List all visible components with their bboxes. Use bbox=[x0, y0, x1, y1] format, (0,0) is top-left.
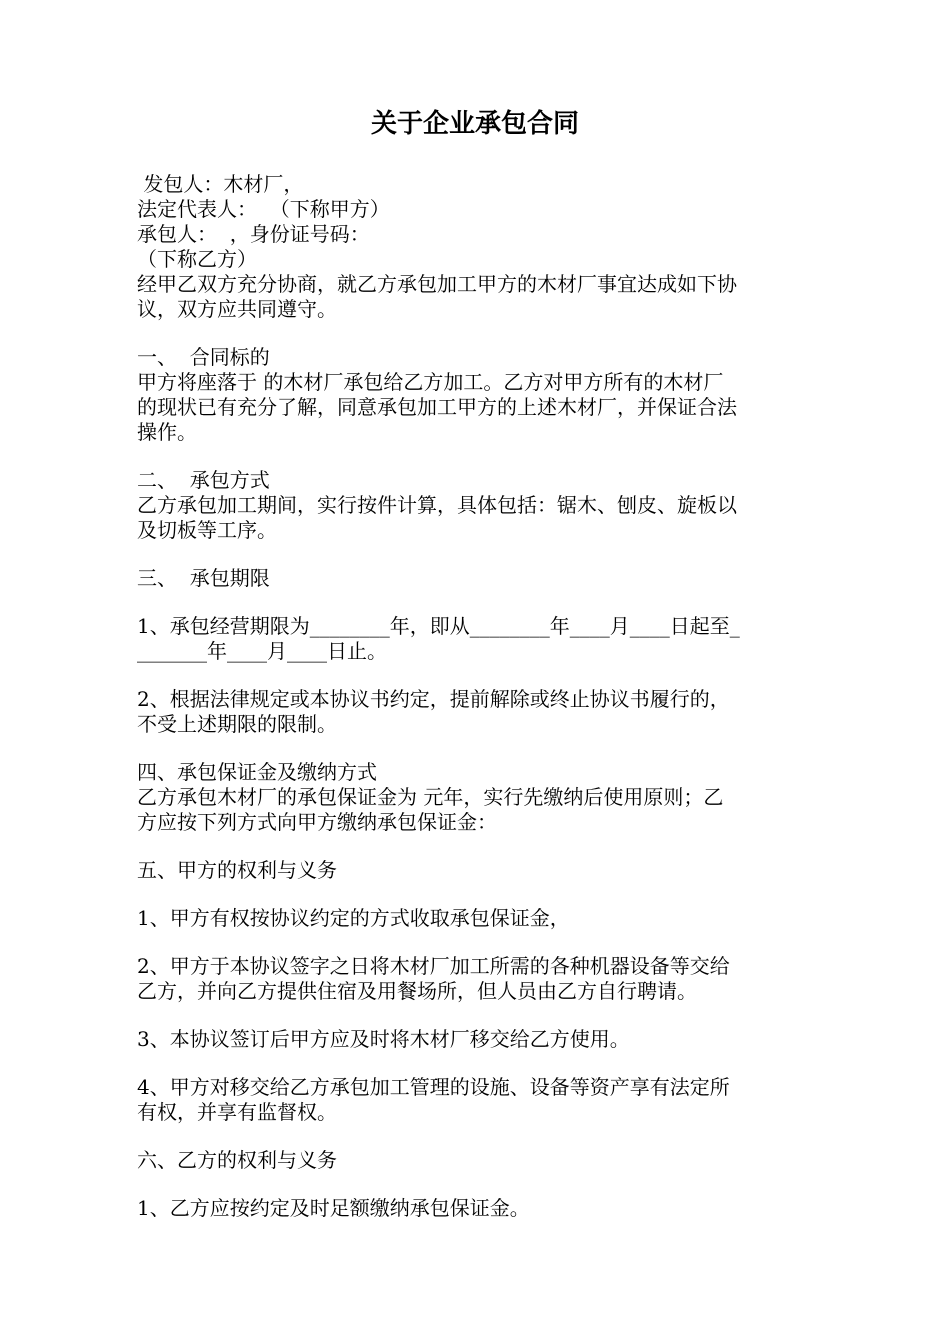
text-line: 五、甲方的权利与义务 bbox=[137, 858, 337, 882]
text-line: 及切板等工序。 bbox=[137, 518, 277, 542]
text-line: 的现状已有充分了解，同意承包加工甲方的上述木材厂，并保证合法 bbox=[137, 395, 737, 419]
paragraph-gap bbox=[137, 322, 817, 345]
text-line: 有权，并享有监督权。 bbox=[137, 1100, 337, 1124]
text-line: 四、承包保证金及缴纳方式 bbox=[137, 760, 377, 784]
paragraph-gap bbox=[137, 543, 817, 566]
text-line: 1、乙方应按约定及时足额缴纳承包保证金。 bbox=[137, 1196, 530, 1220]
text-line: 操作。 bbox=[137, 420, 197, 444]
paragraph-gap bbox=[137, 591, 817, 614]
text-line: 二、 承包方式 bbox=[137, 468, 270, 492]
paragraph-gap bbox=[137, 664, 817, 687]
text-line: 2、甲方于本协议签字之日将木材厂加工所需的各种机器设备等交给 bbox=[137, 954, 730, 978]
paragraph-gap bbox=[137, 1052, 817, 1075]
text-line: 2、根据法律规定或本协议书约定，提前解除或终止协议书履行的， bbox=[137, 687, 730, 711]
text-line: 乙方承包加工期间，实行按件计算，具体包括：锯木、刨皮、旋板以 bbox=[137, 493, 737, 517]
text-line: 4、甲方对移交给乙方承包加工管理的设施、设备等资产享有法定所 bbox=[137, 1075, 730, 1099]
text-line: 经甲乙双方充分协商，就乙方承包加工甲方的木材厂事宜达成如下协 bbox=[137, 272, 737, 296]
text-line: 1、承包经营期限为________年，即从________年____月____日起至_ bbox=[137, 614, 740, 638]
text-line: 承包人： ，身份证号码： bbox=[137, 222, 370, 246]
text-line: 1、甲方有权按协议约定的方式收取承包保证金， bbox=[137, 906, 570, 930]
paragraph-gap bbox=[137, 737, 817, 760]
paragraph-gap bbox=[137, 1125, 817, 1148]
text-line: （下称乙方） bbox=[137, 247, 257, 271]
text-line: _______年____月____日止。 bbox=[137, 639, 387, 663]
paragraph-gap bbox=[137, 883, 817, 906]
text-line: 甲方将座落于 的木材厂承包给乙方加工。乙方对甲方所有的木材厂 bbox=[137, 370, 724, 394]
text-line: 三、 承包期限 bbox=[137, 566, 270, 590]
text-line: 不受上述期限的限制。 bbox=[137, 712, 337, 736]
text-line: 一、 合同标的 bbox=[137, 345, 270, 369]
text-line: 法定代表人： （下称甲方） bbox=[137, 197, 390, 221]
paragraph-gap bbox=[137, 931, 817, 954]
paragraph-gap bbox=[137, 1004, 817, 1027]
paragraph-gap bbox=[137, 445, 817, 468]
text-line: 议，双方应共同遵守。 bbox=[137, 297, 337, 321]
document-body bbox=[137, 172, 817, 1221]
text-line: 六、乙方的权利与义务 bbox=[137, 1148, 337, 1172]
document-title: 关于企业承包合同 bbox=[370, 109, 579, 139]
text-line: 乙方承包木材厂的承包保证金为 元年，实行先缴纳后使用原则；乙 bbox=[137, 785, 724, 809]
text-line: 发包人：木材厂， bbox=[137, 172, 304, 196]
text-line: 乙方，并向乙方提供住宿及用餐场所，但人员由乙方自行聘请。 bbox=[137, 979, 697, 1003]
paragraph-gap bbox=[137, 835, 817, 858]
text-line: 方应按下列方式向甲方缴纳承包保证金： bbox=[137, 810, 497, 834]
paragraph-gap bbox=[137, 1173, 817, 1196]
text-line: 3、本协议签订后甲方应及时将木材厂移交给乙方使用。 bbox=[137, 1027, 630, 1051]
